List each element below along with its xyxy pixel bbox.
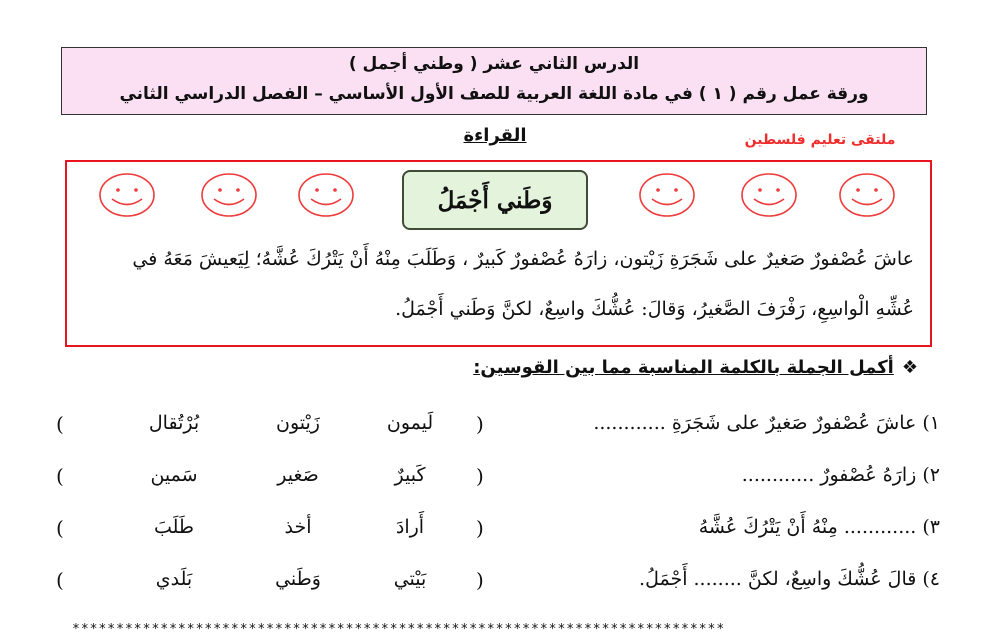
option-word: طَلَبَ [153, 516, 195, 538]
option-word: بَلَدي [155, 568, 193, 590]
option-word: لَيمون [386, 412, 434, 434]
open-parenthesis: ( [476, 464, 484, 488]
reading-text-line-1: عاشَ عُصْفورٌ صَغيرٌ على شَجَرَةِ زَيْتون، زارَهُ عُصْفورٌ كَبيرٌ ، وَطَلَبَ مِنْهُ أَنْ يَتْرُكَ عُشَّهُ؛ لِيَعيشَ مَعَهُ في [132, 248, 914, 270]
section-title: القراءة [463, 125, 527, 146]
worksheet-subheading: ورقة عمل رقم ( ١ ) في مادة اللغة العربية للصف الأول الأساسي – الفصل الدراسي الثاني [119, 84, 869, 104]
close-parenthesis: ) [56, 412, 64, 436]
exercise-sentence: ٢) زارَهُ عُصْفورٌ ............ [741, 464, 940, 486]
close-parenthesis: ) [56, 464, 64, 488]
smiley-face-icon [638, 172, 696, 218]
open-parenthesis: ( [476, 568, 484, 592]
exercise-instruction [473, 357, 918, 378]
open-parenthesis: ( [476, 412, 484, 436]
exercise-sentence: ٤) قالَ عُشُّكَ واسِعٌ، لكنَّ ........ أَجْمَلُ. [639, 568, 940, 590]
option-word: أَرادَ [395, 516, 425, 538]
close-parenthesis: ) [56, 516, 64, 540]
exercise-row [40, 412, 940, 446]
exercise-sentence: ١) عاشَ عُصْفورٌ صَغيرٌ على شَجَرَةِ ............ [593, 412, 940, 434]
smiley-face-icon [98, 172, 156, 218]
lesson-heading: الدرس الثاني عشر ( وطني أجمل ) [348, 54, 640, 74]
reading-text-line-2: عُشِّهِ الْواسِعِ، رَفْرَفَ الصَّغيرُ، وَقالَ: عُشُّكَ واسِعٌ، لكنَّ وَطَني أَجْمَلُ. [395, 298, 914, 320]
smiley-face-icon [200, 172, 258, 218]
worksheet-header [61, 47, 927, 115]
exercise-row [40, 516, 940, 550]
smiley-face-icon [740, 172, 798, 218]
close-parenthesis: ) [56, 568, 64, 592]
star-divider: ************************************************************************** [72, 622, 726, 637]
option-word: صَغير [277, 464, 319, 486]
diamond-bullet-icon: ❖ [901, 357, 918, 378]
option-word: كَبيرٌ [394, 464, 426, 486]
instruction-text: أكمل الجملة بالكلمة المناسبة مما بين القوسين: [473, 357, 894, 378]
option-word: أخذ [284, 516, 312, 538]
open-parenthesis: ( [476, 516, 484, 540]
option-word: وَطَني [275, 568, 321, 590]
exercise-row [40, 464, 940, 498]
exercise-sentence: ٣) ............ مِنْهُ أَنْ يَتْرُكَ عُشَّهُ [698, 516, 940, 538]
exercise-row [40, 568, 940, 602]
smiley-face-icon [838, 172, 896, 218]
option-word: بَيْتي [393, 568, 427, 590]
option-word: زَيْتون [276, 412, 320, 434]
smiley-face-icon [297, 172, 355, 218]
option-word: سَمين [150, 464, 198, 486]
forum-label: ملتقى تعليم فلسطين [744, 132, 896, 148]
reading-title: وَطَني أَجْمَلُ [402, 170, 588, 230]
option-word: بُرْتُقال [148, 412, 200, 434]
